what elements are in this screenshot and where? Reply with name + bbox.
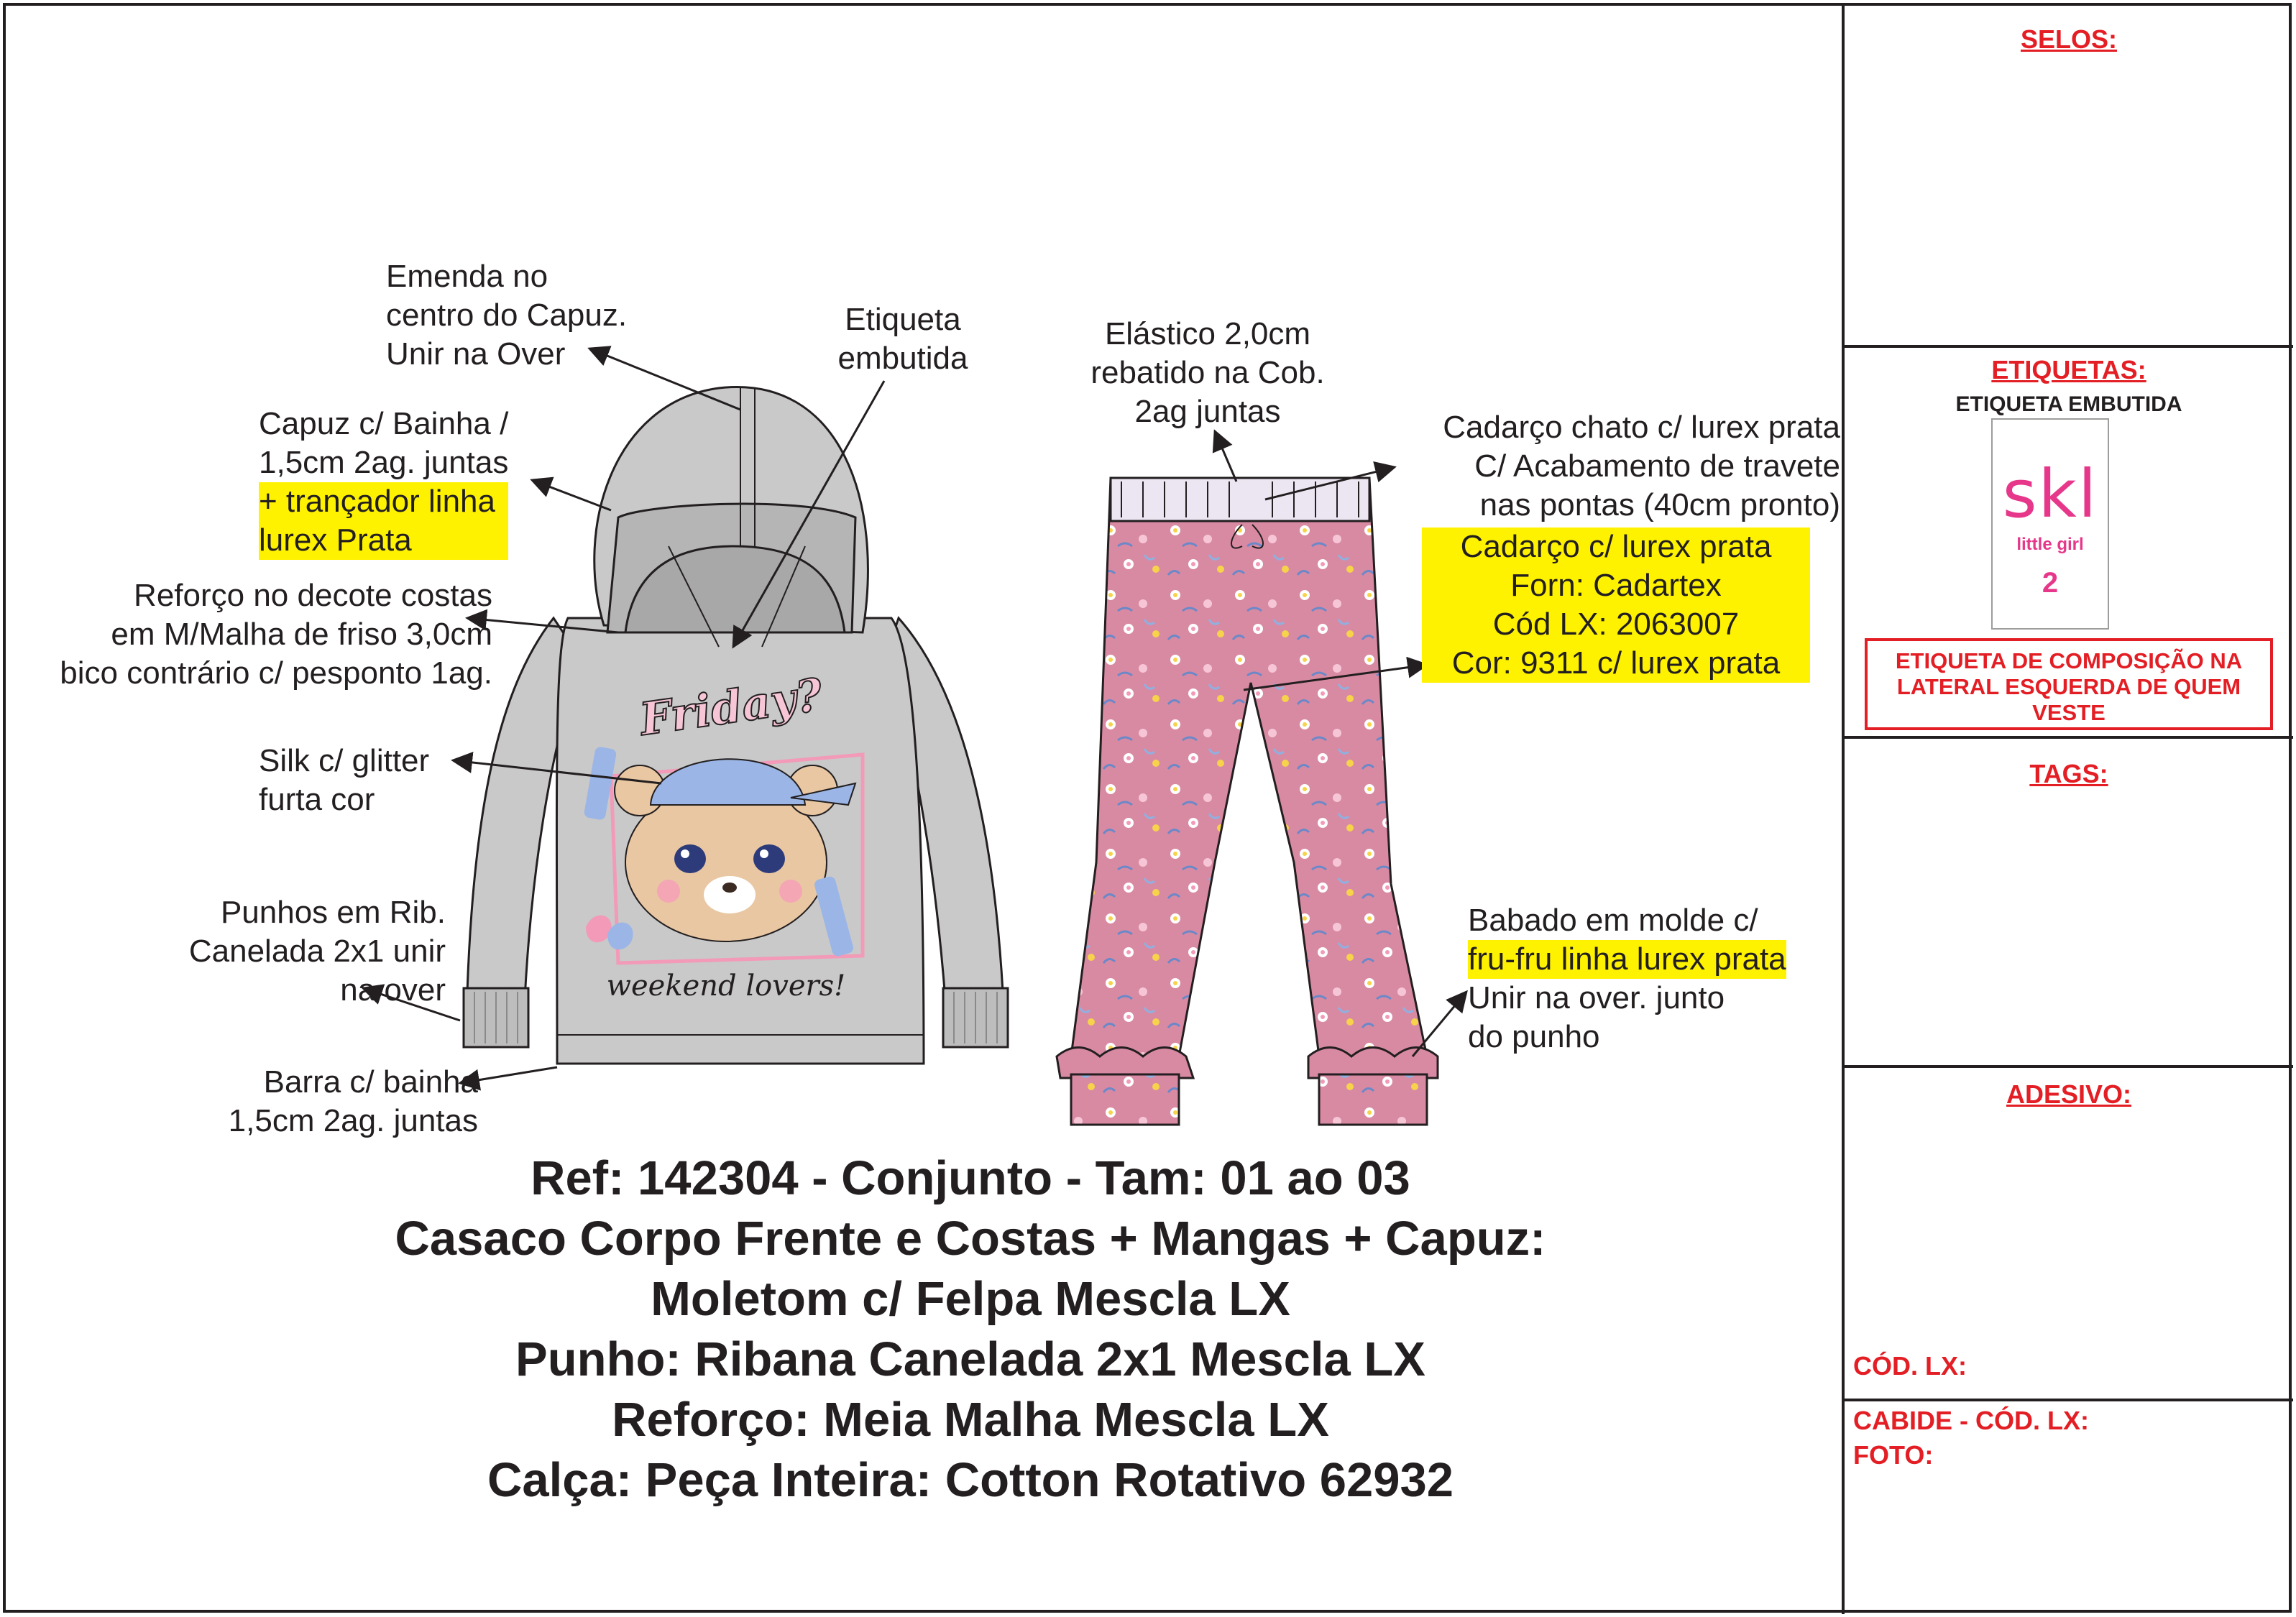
spec-calca: Calça: Peça Inteira: Cotton Rotativo 62932	[487, 1453, 1454, 1507]
foto-label: FOTO:	[1853, 1440, 1934, 1470]
note-reforco: Reforço no decote costas em M/Malha de friso 3,0cm bico contrário c/ pesponto 1ag.	[60, 578, 492, 691]
note-capuz: Capuz c/ Bainha / 1,5cm 2ag. juntas + trançador linha lurex Prata	[259, 405, 508, 560]
note-elastico: Elástico 2,0cm rebatido na Cob. 2ag juntas	[1090, 316, 1325, 429]
print-friday-text: Friday?	[636, 668, 826, 746]
composition-text: ETIQUETA DE COMPOSIÇÃO NA LATERAL ESQUERDA DE QUEM VESTE	[1895, 648, 2243, 725]
spec-casaco: Casaco Corpo Frente e Costas + Mangas + Capuz:	[395, 1212, 1546, 1266]
brand-sub: little girl	[2016, 535, 2084, 554]
print-weekend-text: weekend lovers!	[606, 969, 846, 1003]
spec-moletom: Moletom c/ Felpa Mescla LX	[651, 1272, 1290, 1326]
note-babado-highlight: fru-fru linha lurex prata	[1468, 940, 1786, 979]
cabide-label: CABIDE - CÓD. LX:	[1853, 1406, 2089, 1435]
pants-drawing	[1057, 478, 1438, 1125]
tags-title: TAGS:	[2029, 759, 2108, 788]
selos-title: SELOS:	[2020, 24, 2117, 54]
note-silk: Silk c/ glitter furta cor	[259, 743, 430, 817]
etiquetas-title: ETIQUETAS:	[1991, 355, 2146, 384]
note-cadarco-highlight: Cadarço c/ lurex prata Forn: Cadartex Cód LX: 2063007 Cor: 9311 c/ lurex prata	[1422, 528, 1810, 683]
spec-punho: Punho: Ribana Canelada 2x1 Mescla LX	[515, 1332, 1425, 1386]
cod-lx-label: CÓD. LX:	[1853, 1351, 1967, 1381]
note-emenda: Emenda no centro do Capuz. Unir na Over	[386, 259, 628, 372]
spec-reforco: Reforço: Meia Malha Mescla LX	[612, 1393, 1329, 1447]
etiqueta-embutida-caption: ETIQUETA EMBUTIDA	[1955, 392, 2182, 416]
note-punhos: Punhos em Rib. Canelada 2x1 unir na over	[188, 895, 446, 1008]
note-cadarco: Cadarço chato c/ lurex prata C/ Acabamento de travete nas pontas (40cm pronto)	[1443, 410, 1840, 522]
note-etiqueta: Etiqueta embutida	[837, 302, 968, 376]
adesivo-title: ADESIVO:	[2006, 1079, 2132, 1109]
note-barra: Barra c/ bainha 1,5cm 2ag. juntas	[228, 1064, 478, 1138]
spec-ref: Ref: 142304 - Conjunto - Tam: 01 ao 03	[531, 1151, 1410, 1205]
brand-logo: skl	[2002, 456, 2098, 533]
label-size: 2	[2042, 567, 2059, 599]
note-capuz-highlight: + trançador linha	[259, 482, 508, 521]
note-babado: Babado em molde c/ fru-fru linha lurex prata Unir na over. junto do punho	[1468, 903, 1786, 1054]
